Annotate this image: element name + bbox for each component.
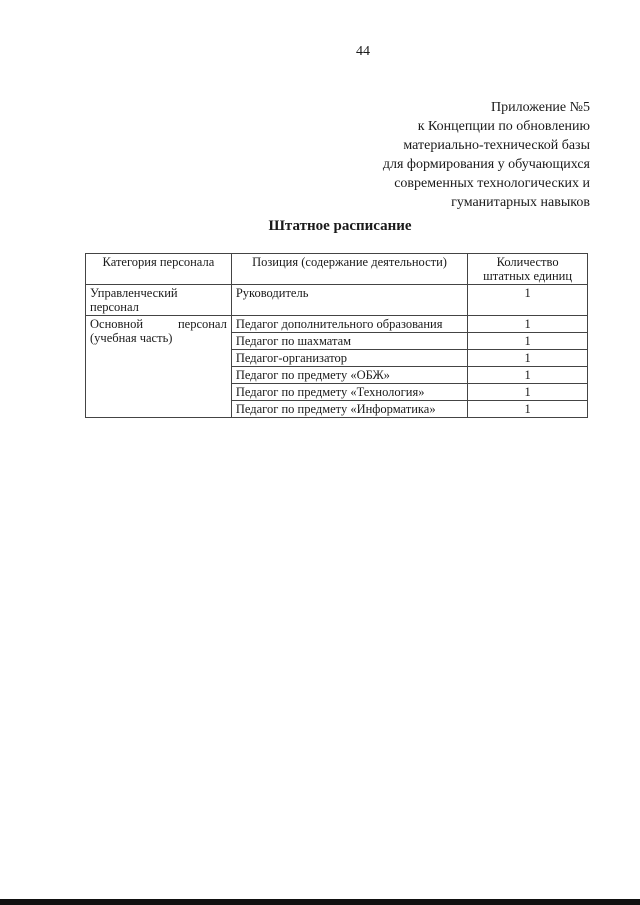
category-first-line xyxy=(90,317,227,331)
category-cell xyxy=(86,316,232,418)
scan-bottom-edge xyxy=(0,899,640,905)
table-row xyxy=(86,285,588,316)
quantity-cell: 1 xyxy=(468,350,588,367)
table-header-row xyxy=(86,254,588,285)
header-quantity: Количество штатных единиц xyxy=(468,254,588,285)
appendix-line: современных технологических и xyxy=(394,176,590,191)
position-cell: Руководитель xyxy=(231,285,467,316)
category-second-line: (учебная часть) xyxy=(90,331,173,345)
quantity-cell: 1 xyxy=(468,401,588,418)
document-title: Штатное расписание xyxy=(268,218,412,234)
appendix-line: для формирования у обучающихся xyxy=(382,157,590,172)
category-cell: Управленческий персонал xyxy=(86,285,232,316)
quantity-cell: 1 xyxy=(468,285,588,316)
appendix-line: к Концепции по обновлению xyxy=(417,119,590,134)
appendix-reference xyxy=(290,98,590,212)
page-number: 44 xyxy=(356,44,370,59)
header-category: Категория персонала xyxy=(86,254,232,285)
position-cell: Педагог по предмету «Информатика» xyxy=(231,401,467,418)
quantity-cell: 1 xyxy=(468,367,588,384)
appendix-line: материально-технической базы xyxy=(403,138,590,153)
position-cell: Педагог по шахматам xyxy=(231,333,467,350)
appendix-line: Приложение №5 xyxy=(491,100,590,115)
header-position: Позиция (содержание деятельности) xyxy=(231,254,467,285)
position-cell: Педагог по предмету «Технология» xyxy=(231,384,467,401)
category-word: персонал xyxy=(177,317,227,331)
quantity-cell: 1 xyxy=(468,316,588,333)
appendix-line: гуманитарных навыков xyxy=(451,195,590,210)
staff-schedule-table xyxy=(85,253,588,418)
quantity-cell: 1 xyxy=(468,384,588,401)
table-row xyxy=(86,316,588,333)
category-word: Основной xyxy=(90,317,144,331)
quantity-cell: 1 xyxy=(468,333,588,350)
position-cell: Педагог-организатор xyxy=(231,350,467,367)
position-cell: Педагог по предмету «ОБЖ» xyxy=(231,367,467,384)
position-cell: Педагог дополнительного образования xyxy=(231,316,467,333)
